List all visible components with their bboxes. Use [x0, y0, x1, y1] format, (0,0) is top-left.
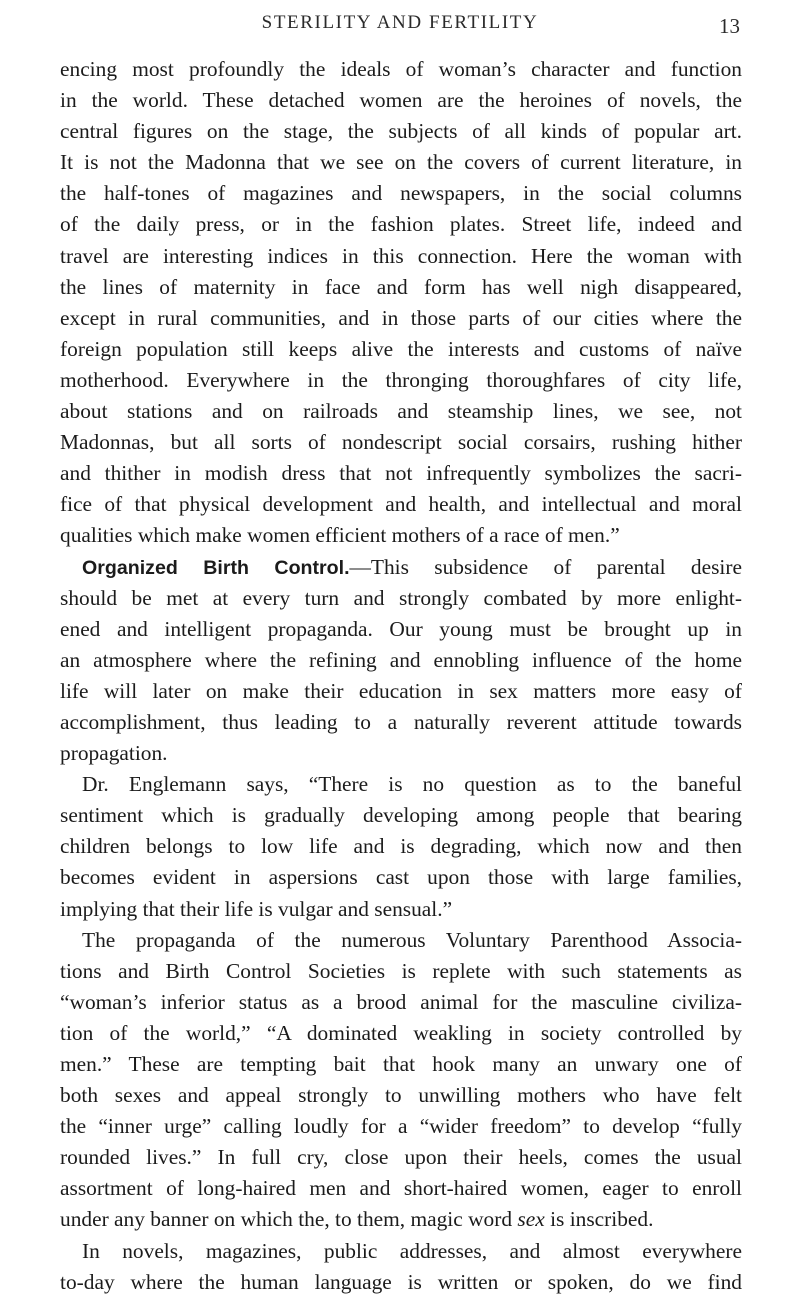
text-line: to-day where the human language is written or spoken, do we find [60, 1269, 742, 1294]
running-head [60, 12, 740, 42]
text-line: “woman’s inferior status as a brood animal for the masculine civiliza- [60, 989, 742, 1014]
text-line: the half-tones of magazines and newspapers, in the social columns [60, 181, 742, 206]
section-heading: Organized Birth Control. [82, 556, 350, 579]
text-line: of the daily press, or in the fashion plates. Street life, indeed and [60, 212, 742, 237]
text-line: in the world. These detached women are the heroines of novels, the [60, 88, 742, 113]
text-line: the “inner urge” calling loudly for a “wider freedom” to develop “fully [60, 1114, 742, 1139]
text-line: qualities which make women efficient mothers of a race of men.” [60, 523, 620, 548]
body-text [60, 54, 742, 1298]
text-line: assortment of long-haired men and short-haired women, eager to enroll [60, 1176, 742, 1201]
page-number: 13 [719, 14, 740, 38]
text-line: encing most profoundly the ideals of woman’s character and function [60, 57, 742, 81]
text-line: rounded lives.” In full cry, close upon their heels, comes the usual [60, 1145, 742, 1170]
text-line: In novels, magazines, public addresses, and almost everywhere [82, 1238, 742, 1263]
text-line: children belongs to low life and is degrading, which now and then [60, 834, 742, 859]
text-line: The propaganda of the numerous Voluntary Parenthood Associa- [82, 927, 742, 952]
text-line-with-italic [60, 1204, 742, 1235]
text-line: tion of the world,” “A dominated weakling in society controlled by [60, 1020, 742, 1045]
text-line: motherhood. Everywhere in the thronging thoroughfares of city life, [60, 367, 742, 392]
running-title: STERILITY AND FERTILITY [261, 12, 539, 33]
italic-word: sex [517, 1207, 545, 1232]
text-fragment: under any banner on which the, to them, magic word [60, 1207, 518, 1232]
text-line: should be met at every turn and strongly combated by more enlight- [60, 585, 742, 610]
text-line: men.” These are tempting bait that hook many an unwary one of [60, 1052, 742, 1076]
section-first-line [60, 552, 742, 583]
text-line: sentiment which is gradually developing among people that bearing [60, 803, 742, 828]
text-line: central figures on the stage, the subjects of all kinds of popular art. [60, 119, 742, 144]
text-line: the lines of maternity in face and form has well nigh disappeared, [60, 274, 742, 299]
text-line: fice of that physical development and health, and intellectual and moral [60, 492, 742, 517]
text-line: about stations and on railroads and steamship lines, we see, not [60, 399, 742, 424]
text-fragment: is inscribed. [544, 1207, 654, 1232]
text-line: both sexes and appeal strongly to unwilling mothers who have felt [60, 1083, 742, 1108]
text-line: implying that their life is vulgar and sensual.” [60, 896, 453, 921]
text-line: and thither in modish dress that not infrequently symbolizes the sacri- [60, 461, 742, 486]
text-line: an atmosphere where the refining and ennobling influence of the home [60, 647, 742, 672]
text-line: It is not the Madonna that we see on the covers of current literature, in [60, 150, 742, 175]
text-line: Madonnas, but all sorts of nondescript social corsairs, rushing hither [60, 430, 742, 455]
text-line: life will later on make their education in sex matters more easy of [60, 678, 742, 703]
text-line: ened and intelligent propaganda. Our young must be brought up in [60, 616, 742, 641]
text-line: becomes evident in aspersions cast upon those with large families, [60, 865, 742, 890]
text-line: except in rural communities, and in those parts of our cities where the [60, 305, 742, 330]
text-line: Dr. Englemann says, “There is no question as to the baneful [82, 772, 742, 797]
text-line: tions and Birth Control Societies is replete with such statements as [60, 958, 742, 983]
text-line: propagation. [60, 741, 168, 766]
text-line: foreign population still keeps alive the interests and customs of naïve [60, 336, 742, 361]
text-line: travel are interesting indices in this connection. Here the woman with [60, 243, 742, 268]
text-line: accomplishment, thus leading to a naturally reverent attitude towards [60, 709, 742, 734]
section-heading-continuation: —This subsidence of parental desire [349, 554, 742, 579]
